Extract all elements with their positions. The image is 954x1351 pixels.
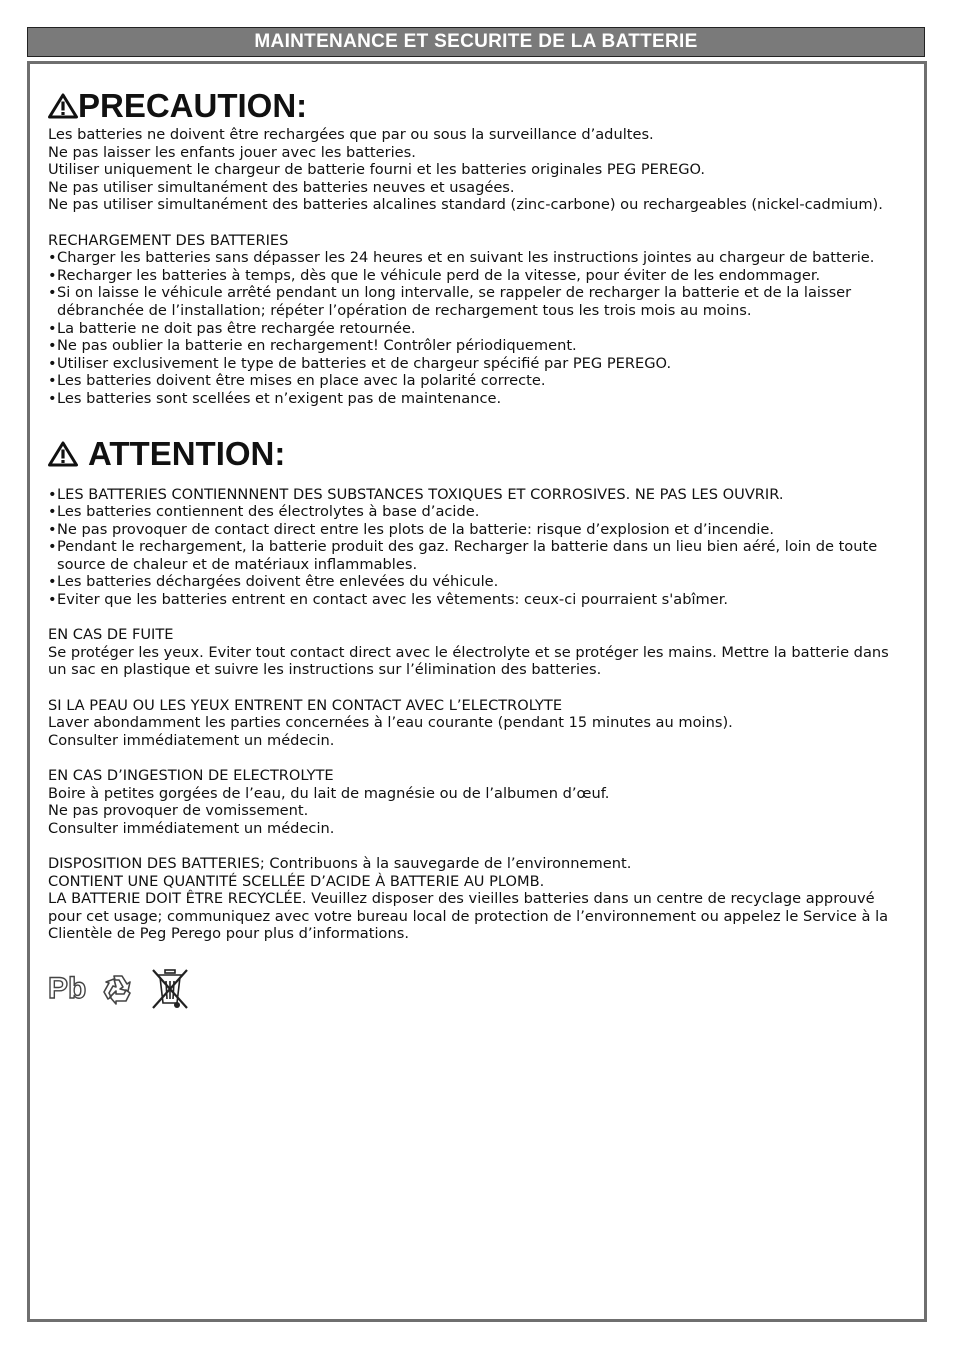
list-item: • Charger les batteries sans dépasser les 24 heures et en suivant les instructions jointes au chargeur de batterie. <box>48 249 898 267</box>
list-item: • Ne pas oublier la batterie en rechargement! Contrôler périodiquement. <box>48 337 898 355</box>
list-item: • Pendant le rechargement, la batterie produit des gaz. Recharger la batterie dans un lieu bien aéré, loin de toute source de chaleur et de matériaux inflammables. <box>48 538 898 573</box>
list-item: • Eviter que les batteries entrent en contact avec les vêtements: ceux-ci pourraient s'abîmer. <box>48 591 898 609</box>
peau-line: Consulter immédiatement un médecin. <box>48 731 335 749</box>
peau-title: SI LA PEAU OU LES YEUX ENTRENT EN CONTACT AVEC L’ELECTROLYTE <box>48 696 563 714</box>
list-item: • Les batteries déchargées doivent être enlevées du véhicule. <box>48 573 898 591</box>
attention-heading <box>48 434 898 474</box>
fuite-title: EN CAS DE FUITE <box>48 626 174 644</box>
attention-title: ATTENTION: <box>88 434 286 472</box>
list-item: • Les batteries sont scellées et n’exigent pas de maintenance. <box>48 390 898 408</box>
section-header: MAINTENANCE ET SECURITE DE LA BATTERIE <box>27 27 925 57</box>
list-item: • Les batteries doivent être mises en place avec la polarité correcte. <box>48 372 898 390</box>
fuite-text: Se protéger les yeux. Eviter tout contact direct avec le électrolyte et se protéger les mains. Mettre la batterie dans un sac en plastique et suivre les instructions sur l’élimination des batteries. <box>48 643 889 679</box>
precaution-line: Utiliser uniquement le chargeur de batterie fourni et les batteries originales PEG PEREGO. <box>48 161 706 179</box>
disposition-line: LA BATTERIE DOIT ÊTRE RECYCLÉE. Veuillez disposer des vieilles batteries dans un centre de recyclage approuvé pour cet usage; communiquez avec votre bureau local de protection de l’environnement ou appelez le Service à la Clientèle de Peg Perego pour plus d’informations. <box>48 890 889 943</box>
precaution-title: PRECAUTION: <box>78 87 308 124</box>
attention-list <box>48 486 898 609</box>
precaution-list <box>48 126 898 214</box>
precaution-line: Ne pas utiliser simultanément des batteries neuves et usagées. <box>48 178 515 196</box>
ingestion-line: Ne pas provoquer de vomissement. <box>48 802 309 820</box>
warning-icon <box>48 441 78 467</box>
precaution-line: Ne pas laisser les enfants jouer avec les batteries. <box>48 143 416 161</box>
crossed-bin-icon <box>150 967 190 1011</box>
list-item: • LES BATTERIES CONTIENNNENT DES SUBSTANCES TOXIQUES ET CORROSIVES. NE PAS LES OUVRIR. <box>48 486 898 504</box>
disposition-line: CONTIENT UNE QUANTITÉ SCELLÉE D’ACIDE À BATTERIE AU PLOMB. <box>48 872 545 890</box>
peau-line: Laver abondamment les parties concernées à l’eau courante (pendant 15 minutes au moins). <box>48 714 733 732</box>
precaution-line: Ne pas utiliser simultanément des batteries alcalines standard (zinc-carbone) ou rechargeables (nickel-cadmium). <box>48 196 883 214</box>
ingestion-line: Consulter immédiatement un médecin. <box>48 819 335 837</box>
list-item: • Recharger les batteries à temps, dès que le véhicule perd de la vitesse, pour éviter de les endommager. <box>48 267 898 285</box>
list-item: • Les batteries contiennent des électrolytes à base d’acide. <box>48 503 898 521</box>
disposal-symbols <box>48 967 898 1011</box>
precaution-heading <box>48 86 898 126</box>
warning-icon <box>48 93 78 119</box>
recharge-title: RECHARGEMENT DES BATTERIES <box>48 231 289 249</box>
recharge-list <box>48 249 898 407</box>
document-content <box>48 86 898 1011</box>
disposition-line: DISPOSITION DES BATTERIES; Contribuons à la sauvegarde de l’environnement. <box>48 854 632 872</box>
list-item: • Si on laisse le véhicule arrêté pendant un long intervalle, se rappeler de recharger la batterie et de la laisser débranchée de l’installation; répéter l’opération de rechargement tous les trois mois au moins. <box>48 284 898 319</box>
pb-symbol: Pb <box>48 972 87 1006</box>
list-item: • Utiliser exclusivement le type de batteries et de chargeur spécifié par PEG PEREGO. <box>48 355 898 373</box>
ingestion-title: EN CAS D’INGESTION DE ELECTROLYTE <box>48 767 334 784</box>
recycle-icon <box>100 971 136 1007</box>
list-item: • La batterie ne doit pas être rechargée retournée. <box>48 320 898 338</box>
list-item: • Ne pas provoquer de contact direct entre les plots de la batterie: risque d’explosion et d’incendie. <box>48 521 898 539</box>
ingestion-line: Boire à petites gorgées de l’eau, du lait de magnésie ou de l’albumen d’œuf. <box>48 784 610 802</box>
precaution-line: Les batteries ne doivent être rechargées que par ou sous la surveillance d’adultes. <box>48 126 654 143</box>
